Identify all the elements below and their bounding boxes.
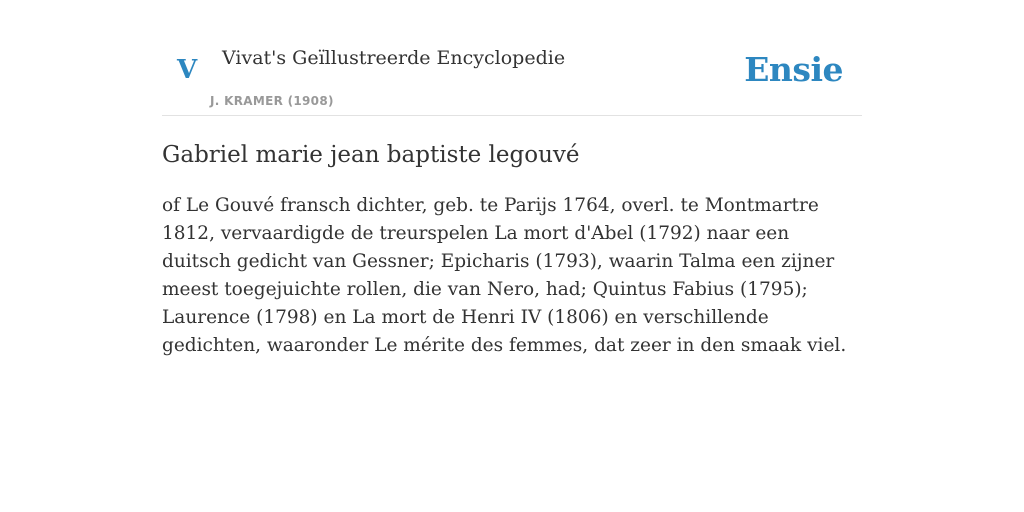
source-logo[interactable]: V [177,55,198,85]
source-book-title[interactable]: Vivat's Geïllustreerde Encyclopedie [222,47,566,69]
source-book-author: J. KRAMER (1908) [210,94,334,108]
source-header [162,0,862,116]
entry-body: of Le Gouvé fransch dichter, geb. te Parijs 1764, overl. te Montmartre 1812, vervaardigde de treurspelen La mort d'Abel (1792) naar een duitsch gedicht van Gessner; Epicharis (1793), waarin Talma een zijner meest toegejuichte rollen, die van Nero, had; Quintus Fabius (1795); Laurence (1798) en La mort de Henri IV (1806) en verschillende gedichten, waaronder Le mérite des femmes, dat zeer in den smaak viel. [162,195,847,356]
ensie-brand-link[interactable]: Ensie [744,50,843,89]
entry-title: Gabriel marie jean baptiste legouvé [162,142,580,168]
page-container [162,0,862,356]
